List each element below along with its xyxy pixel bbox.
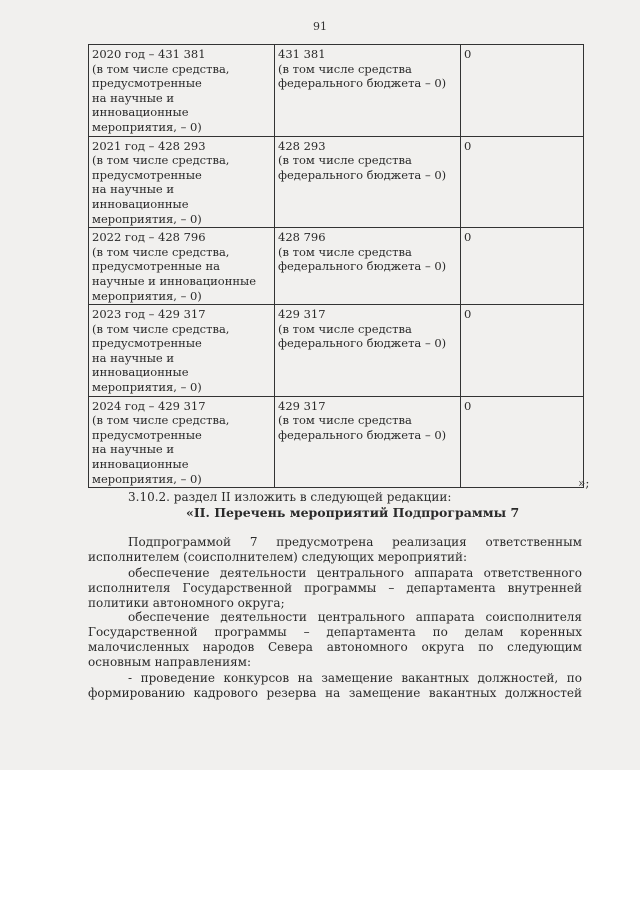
paragraph-2 bbox=[88, 566, 582, 611]
other-cell: 0 bbox=[461, 305, 584, 397]
text-line: обеспечение деятельности центрального аппарата ответственного bbox=[128, 566, 582, 580]
text-line: Подпрограммой 7 предусмотрена реализация ответственным bbox=[128, 535, 582, 549]
year-cell: 2020 год – 431 381 (в том числе средства, предусмотренные на научные и инновационные мероприятия, – 0) bbox=[89, 45, 275, 137]
table-row bbox=[89, 45, 584, 137]
amount-cell: 428 796 (в том числе средства федерального бюджета – 0) bbox=[275, 228, 461, 305]
paragraph-4 bbox=[88, 671, 582, 701]
table-row bbox=[89, 305, 584, 397]
other-cell: 0 bbox=[461, 228, 584, 305]
amount-cell: 428 293 (в том числе средства федерального бюджета – 0) bbox=[275, 136, 461, 228]
other-cell: 0 bbox=[461, 45, 584, 137]
blank-margin bbox=[0, 770, 640, 905]
table-row bbox=[89, 136, 584, 228]
text-line: малочисленных народов Севера автономного округа по следующим bbox=[88, 640, 582, 654]
text-line: формированию кадрового резерва на замещение вакантных должностей bbox=[88, 686, 582, 700]
year-cell: 2024 год – 429 317 (в том числе средства, предусмотренные на научные и инновационные мероприятия, – 0) bbox=[89, 396, 275, 488]
text-line: - проведение конкурсов на замещение вакантных должностей, по bbox=[128, 671, 582, 685]
closing-quote-mark: »; bbox=[578, 476, 590, 490]
amount-cell: 431 381 (в том числе средства федерального бюджета – 0) bbox=[275, 45, 461, 137]
amount-cell: 429 317 (в том числе средства федерального бюджета – 0) bbox=[275, 396, 461, 488]
budget-table bbox=[88, 44, 584, 488]
page-number: 91 bbox=[313, 20, 327, 33]
text-line: обеспечение деятельности центрального аппарата соисполнителя bbox=[128, 610, 582, 624]
year-cell: 2022 год – 428 796 (в том числе средства, предусмотренные на научные и инновационные мероприятия, – 0) bbox=[89, 228, 275, 305]
paragraph-1 bbox=[88, 535, 582, 565]
text-line: политики автономного округа; bbox=[88, 596, 285, 610]
other-cell: 0 bbox=[461, 136, 584, 228]
table-row bbox=[89, 228, 584, 305]
text-line: основным направлениям: bbox=[88, 655, 252, 669]
section-title: «II. Перечень мероприятий Подпрограммы 7 bbox=[186, 505, 520, 520]
paragraph-3 bbox=[88, 610, 582, 670]
year-cell: 2021 год – 428 293 (в том числе средства, предусмотренные на научные и инновационные мероприятия, – 0) bbox=[89, 136, 275, 228]
year-cell: 2023 год – 429 317 (в том числе средства, предусмотренные на научные и инновационные мероприятия, – 0) bbox=[89, 305, 275, 397]
text-line: Государственной программы – департамента по делам коренных bbox=[88, 625, 582, 639]
other-cell: 0 bbox=[461, 396, 584, 488]
text-line: исполнителем (соисполнителем) следующих мероприятий: bbox=[88, 550, 468, 564]
text-line: исполнителя Государственной программы – департамента внутренней bbox=[88, 581, 582, 595]
amendment-instruction: 3.10.2. раздел II изложить в следующей редакции: bbox=[128, 490, 452, 504]
amount-cell: 429 317 (в том числе средства федерального бюджета – 0) bbox=[275, 305, 461, 397]
table-row bbox=[89, 396, 584, 488]
